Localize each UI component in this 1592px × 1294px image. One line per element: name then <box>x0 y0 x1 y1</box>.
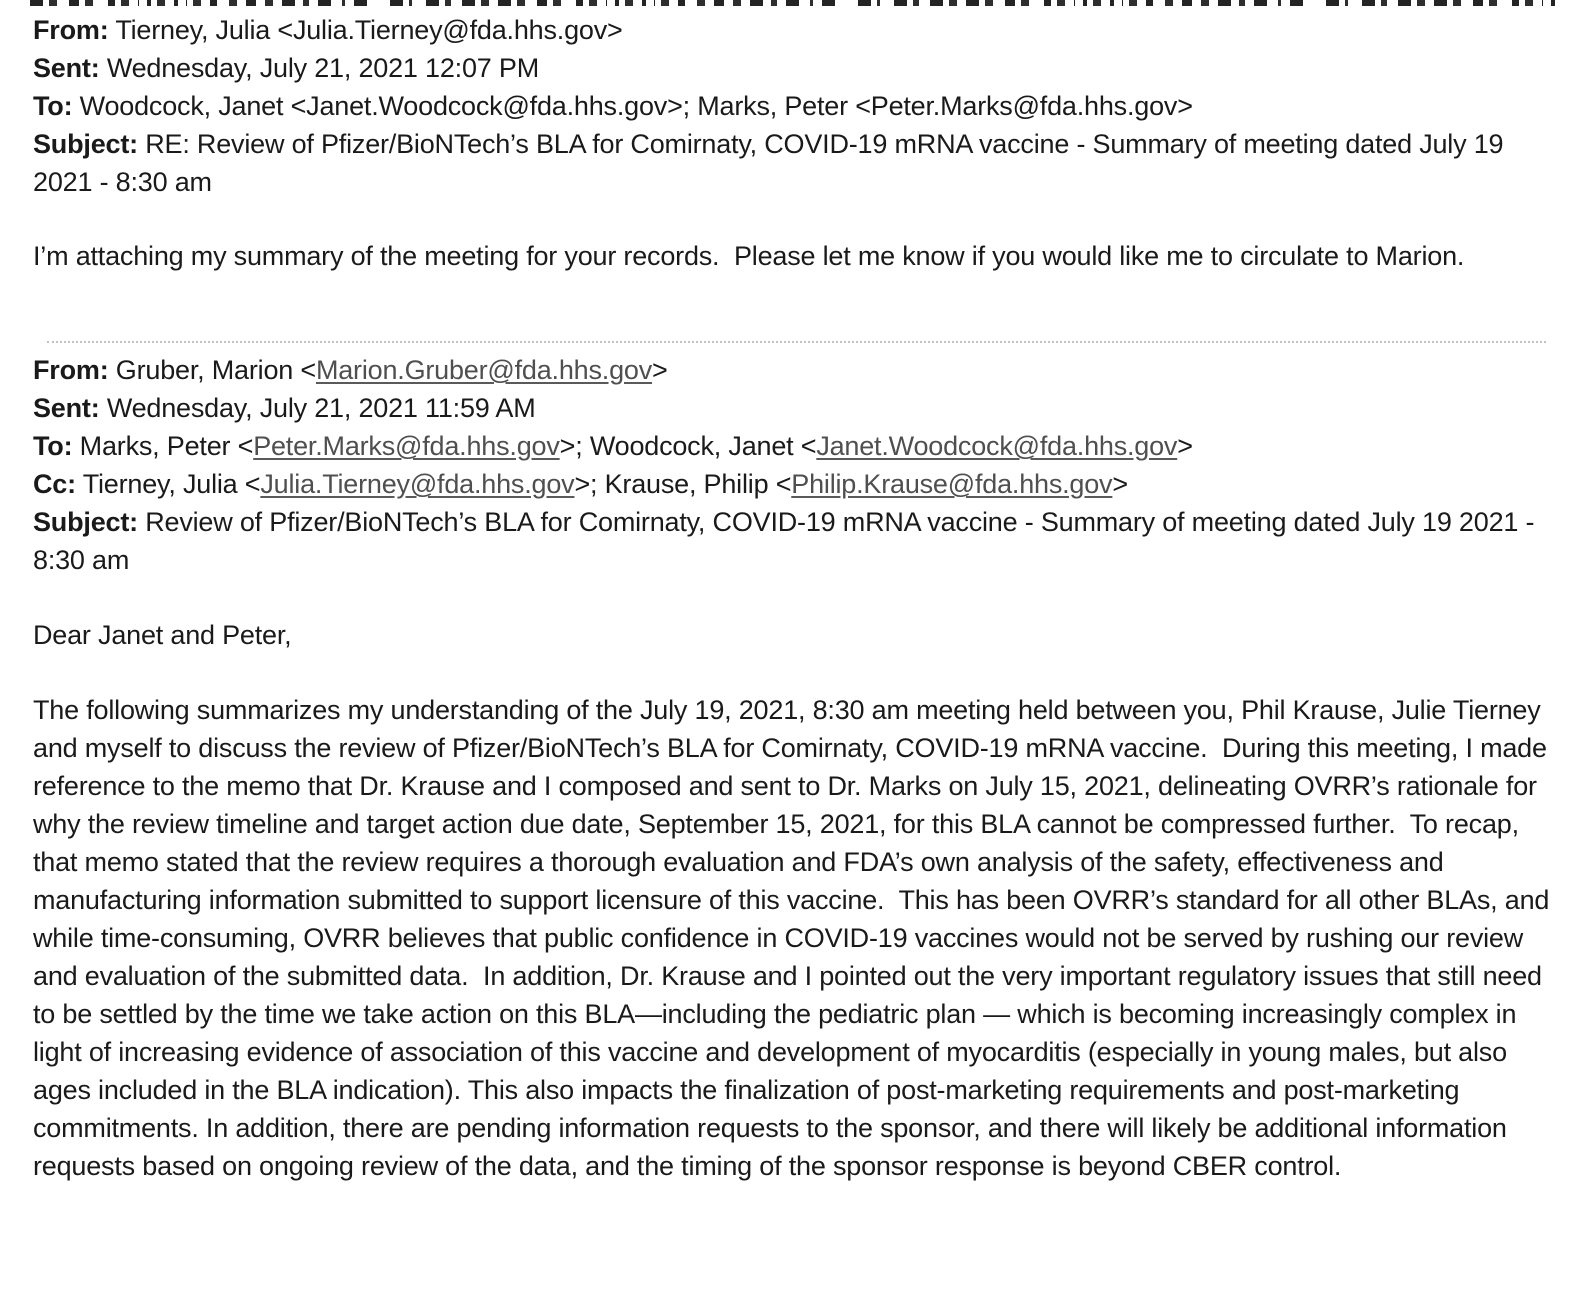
email-original-message <box>33 351 1564 1185</box>
from-label: From: <box>33 355 109 385</box>
cc-name-1: Tierney, Julia < <box>75 469 261 499</box>
subject-value: RE: Review of Pfizer/BioNTech’s BLA for Comirnaty, COVID-19 mRNA vaccine - Summary of meeting dated July 19 2021 - 8:30 am <box>33 129 1511 197</box>
email1-body: I’m attaching my summary of the meeting for your records. Please let me know if you would like me to circulate to Marion. <box>33 241 1465 271</box>
from-value: Tierney, Julia <Julia.Tierney@fda.hhs.gov> <box>108 15 623 45</box>
email2-salutation: Dear Janet and Peter, <box>33 620 292 650</box>
from-name: Gruber, Marion < <box>108 355 316 385</box>
cc-label: Cc: <box>33 469 76 499</box>
email2-body: The following summarizes my understanding of the July 19, 2021, 8:30 am meeting held between you, Phil Krause, Julie Tierney and myself to discuss the review of Pfizer/BioNTech’s BLA for Comirnaty, COVID-19 mRNA vaccine. During this meeting, I made reference to the memo that Dr. Krause and I composed and sent to Dr. Marks on July 15, 2021, delineating OVRR’s rationale for why the review timeline and target action due date, September 15, 2021, for this BLA cannot be compressed further. To recap, that memo stated that the review requires a thorough evaluation and FDA’s own analysis of the safety, effectiveness and manufacturing information submitted to support licensure of this vaccine. This has been OVRR’s standard for all other BLAs, and while time-consuming, OVRR believes that public confidence in COVID-19 vaccines would not be served by rushing our review and evaluation of the submitted data. In addition, Dr. Krause and I pointed out the very important regulatory issues that still need to be settled by the time we take action on this BLA—including the pediatric plan — which is becoming increasingly complex in light of increasing evidence of association of this vaccine and development of myocarditis (especially in young males, but also ages included in the BLA indication). This also impacts the finalization of post-marketing requirements and post-marketing commitments. In addition, there are pending information requests to the sponsor, and there will likely be additional information requests based on ongoing review of the data, and the timing of the sponsor response is beyond CBER control. <box>33 695 1557 1181</box>
email-link-peter-marks[interactable]: Peter.Marks@fda.hhs.gov <box>253 431 560 461</box>
from-label: From: <box>33 15 109 45</box>
to-value: Woodcock, Janet <Janet.Woodcock@fda.hhs.gov>; Marks, Peter <Peter.Marks@fda.hhs.gov> <box>72 91 1193 121</box>
cc-name-2: >; Krause, Philip < <box>574 469 792 499</box>
email1-subject-line <box>33 125 1564 201</box>
to-label: To: <box>33 431 73 461</box>
cropped-text-artifact <box>30 0 1558 6</box>
to-name-1: Marks, Peter < <box>72 431 254 461</box>
email1-from-line <box>33 11 1564 49</box>
subject-label: Subject: <box>33 129 138 159</box>
to-bracket: > <box>1177 431 1193 461</box>
email2-to-line <box>33 427 1564 465</box>
email1-to-line <box>33 87 1564 125</box>
email-link-janet-woodcock[interactable]: Janet.Woodcock@fda.hhs.gov <box>816 431 1178 461</box>
cc-bracket: > <box>1112 469 1128 499</box>
email-link-julia-tierney[interactable]: Julia.Tierney@fda.hhs.gov <box>260 469 575 499</box>
email-link-marion-gruber[interactable]: Marion.Gruber@fda.hhs.gov <box>315 355 653 385</box>
email-reply-message <box>33 11 1564 275</box>
subject-label: Subject: <box>33 507 138 537</box>
from-bracket: > <box>652 355 668 385</box>
email2-from-line <box>33 351 1564 389</box>
message-divider <box>47 341 1546 343</box>
sent-label: Sent: <box>33 393 100 423</box>
email-link-philip-krause[interactable]: Philip.Krause@fda.hhs.gov <box>791 469 1113 499</box>
email2-subject-line <box>33 503 1564 579</box>
email1-sent-line <box>33 49 1564 87</box>
email2-cc-line <box>33 465 1564 503</box>
email2-sent-line <box>33 389 1564 427</box>
to-name-2: >; Woodcock, Janet < <box>559 431 817 461</box>
sent-value: Wednesday, July 21, 2021 12:07 PM <box>99 53 539 83</box>
to-label: To: <box>33 91 73 121</box>
sent-label: Sent: <box>33 53 100 83</box>
sent-value: Wednesday, July 21, 2021 11:59 AM <box>99 393 536 423</box>
subject-value: Review of Pfizer/BioNTech’s BLA for Comirnaty, COVID-19 mRNA vaccine - Summary of meeting dated July 19 2021 - 8:30 am <box>33 507 1542 575</box>
